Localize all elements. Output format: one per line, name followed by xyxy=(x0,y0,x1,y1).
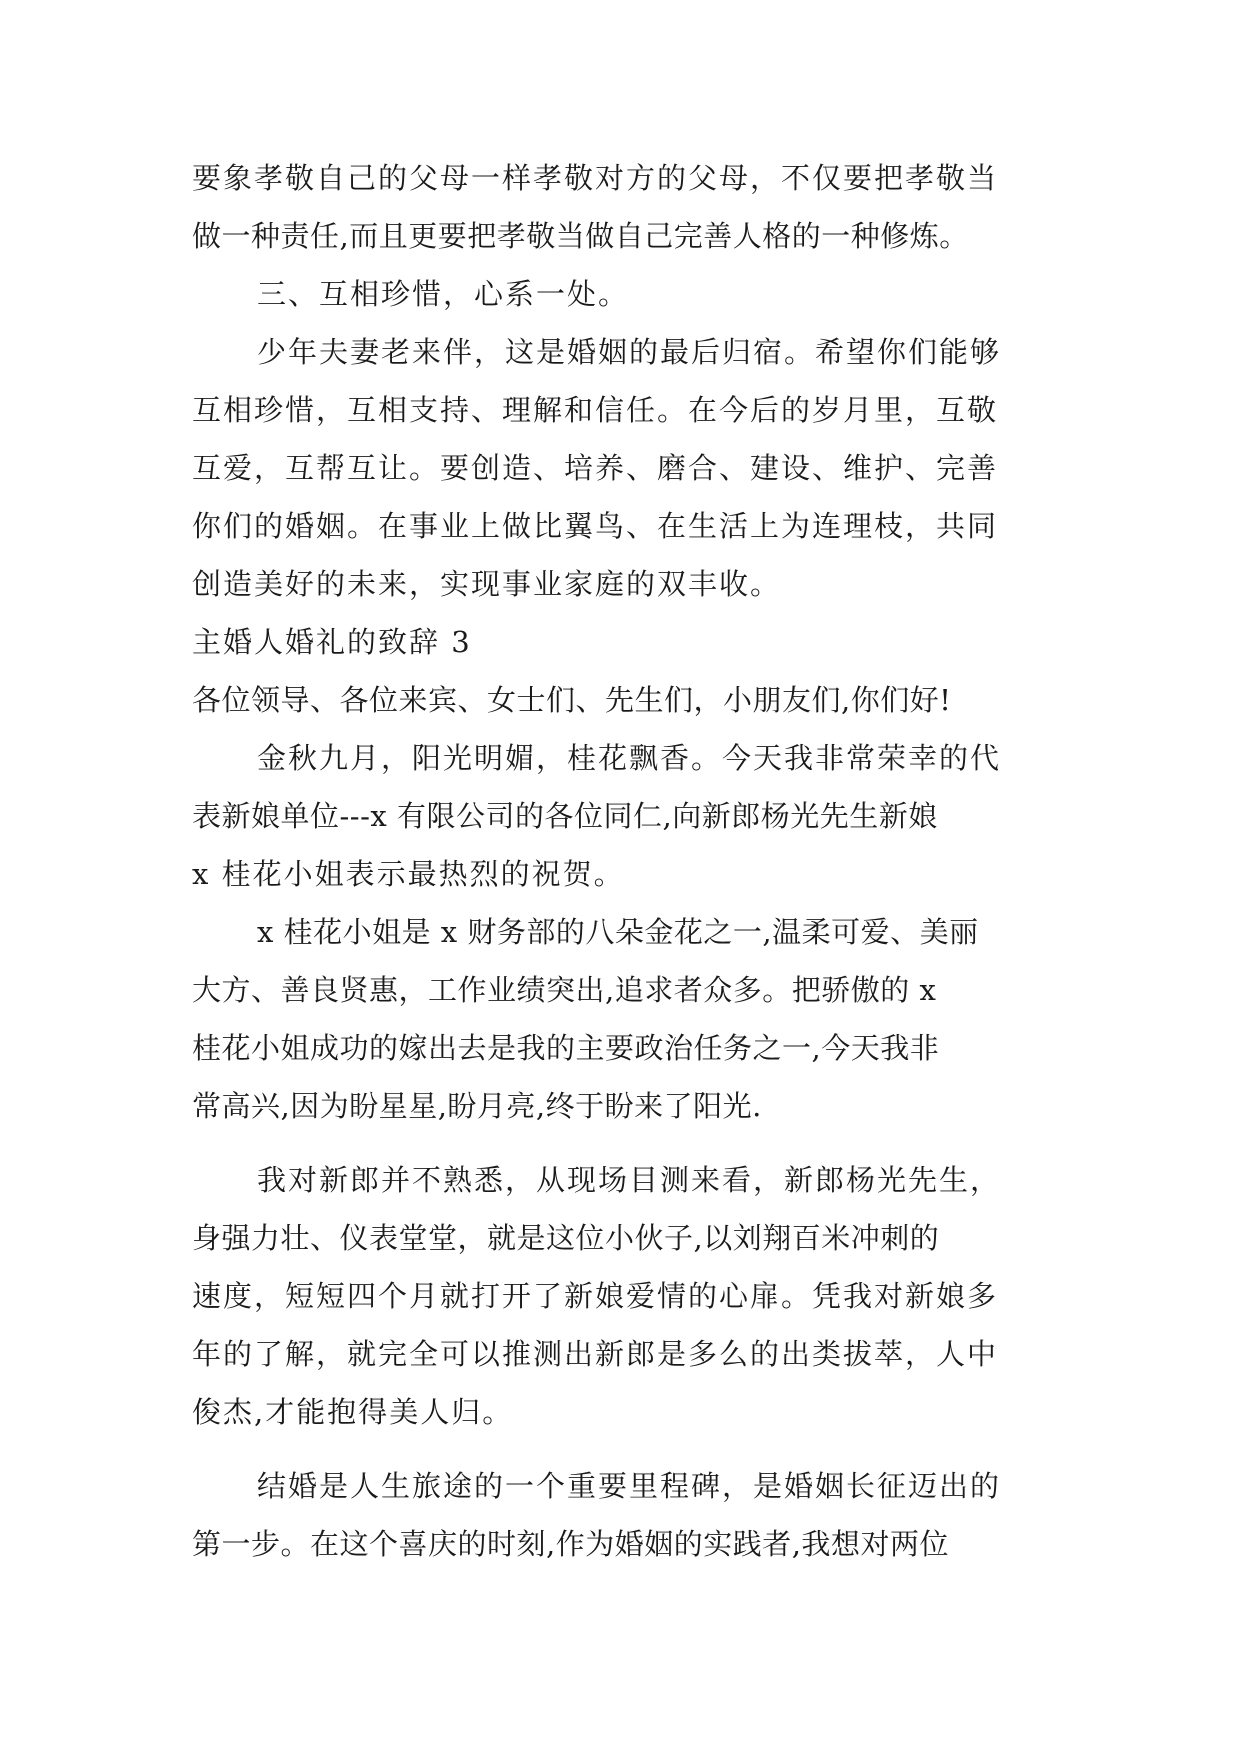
text-line: 俊杰,才能抱得美人归。 xyxy=(192,1395,514,1429)
text-line: x 桂花小姐表示最热烈的祝贺。 xyxy=(192,857,625,891)
greeting-line: 各位领导、各位来宾、女士们、先生们，小朋友们,你们好! xyxy=(192,683,952,717)
text-line: 做一种责任,而且更要把孝敬当做自己完善人格的一种修炼。 xyxy=(192,219,969,253)
text-line: 年的了解，就完全可以推测出新郎是多么的出类拔萃，人中 xyxy=(192,1337,999,1371)
text-line: 结婚是人生旅途的一个重要里程碑，是婚姻长征迈出的 xyxy=(257,1469,1002,1503)
text-line: 互相珍惜，互相支持、理解和信任。在今后的岁月里，互敬 xyxy=(192,393,999,427)
text-line: x 桂花小姐是 x 财务部的八朵金花之一,温柔可爱、美丽 xyxy=(257,915,979,949)
text-line: 身强力壮、仪表堂堂，就是这位小伙子,以刘翔百米冲刺的 xyxy=(192,1221,940,1255)
text-line: 金秋九月，阳光明媚，桂花飘香。今天我非常荣幸的代 xyxy=(257,741,1002,775)
text-line: 我对新郎并不熟悉，从现场目测来看，新郎杨光先生， xyxy=(257,1163,1002,1197)
text-line: 速度，短短四个月就打开了新娘爱情的心扉。凭我对新娘多 xyxy=(192,1279,999,1313)
text-line: 表新娘单位---x 有限公司的各位同仁,向新郎杨光先生新娘 xyxy=(192,799,938,833)
text-line: 少年夫妻老来伴，这是婚姻的最后归宿。希望你们能够 xyxy=(257,335,1002,369)
text-line: 桂花小姐成功的嫁出去是我的主要政治任务之一,今天我非 xyxy=(192,1031,940,1065)
text-line: 大方、善良贤惠，工作业绩突出,追求者众多。把骄傲的 x xyxy=(192,973,937,1007)
text-line: 常高兴,因为盼星星,盼月亮,终于盼来了阳光. xyxy=(192,1089,762,1123)
text-line: 你们的婚姻。在事业上做比翼鸟、在生活上为连理枝，共同 xyxy=(192,509,999,543)
text-line: 互爱，互帮互让。要创造、培养、磨合、建设、维护、完善 xyxy=(192,451,999,485)
article-title: 主婚人婚礼的致辞 3 xyxy=(192,625,472,659)
section-heading: 三、互相珍惜，心系一处。 xyxy=(257,277,630,311)
text-line: 创造美好的未来，实现事业家庭的双丰收。 xyxy=(192,567,782,601)
text-line: 要象孝敬自己的父母一样孝敬对方的父母，不仅要把孝敬当 xyxy=(192,161,999,195)
text-line: 第一步。在这个喜庆的时刻,作为婚姻的实践者,我想对两位 xyxy=(192,1527,949,1561)
